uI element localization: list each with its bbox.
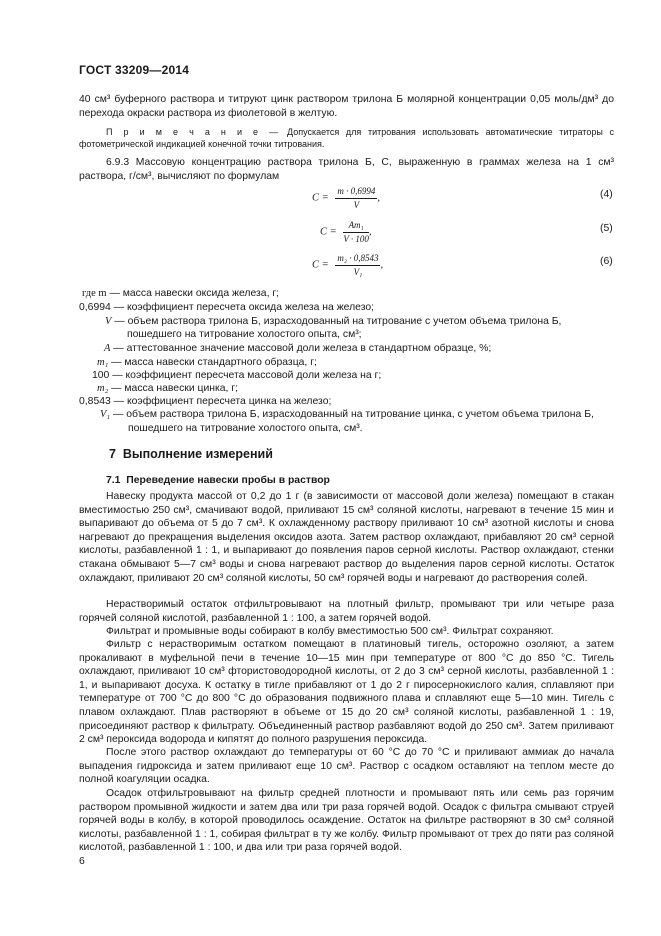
formula-6 xyxy=(312,252,383,278)
definition-text: — масса навески оксида железа, г; xyxy=(106,288,280,299)
formula-fraction xyxy=(335,185,377,211)
definition-v-cont xyxy=(127,328,362,342)
formula-denominator: V · 100 xyxy=(343,234,369,244)
definition-text: — коэффициент пересчета оксида железа на железо; xyxy=(110,302,375,313)
formula-numerator: Am₁ xyxy=(343,219,369,233)
formula-fraction xyxy=(335,252,380,278)
formula-4 xyxy=(312,185,380,211)
formula-6-number: (6) xyxy=(600,256,613,267)
definition-08543 xyxy=(79,395,331,409)
formula-tail: , xyxy=(377,192,380,204)
page-number: 6 xyxy=(79,856,85,867)
definition-text: — масса навески стандартного образца, г; xyxy=(108,357,317,368)
definition-text: пошедшего на титрование холостого опыта, см³; xyxy=(127,329,362,340)
definition-m2 xyxy=(97,382,238,396)
section-7-1-heading xyxy=(106,474,330,488)
definition-symbol: V xyxy=(105,316,112,327)
section-7-heading xyxy=(109,448,273,462)
definition-text: — коэффициент пересчета массовой доли железа на г; xyxy=(109,370,382,381)
definition-v xyxy=(105,315,561,329)
formula-5-number: (5) xyxy=(600,223,613,234)
definition-text: — объем раствора трилона Б, израсходованный на титрование цинка, с учетом объема трилона Б, xyxy=(110,409,594,420)
paragraph: Осадок отфильтровывают на фильтр средней плотности и промывают пять или семь раз горячим раствором промывной жидкости и затем два или три раза горячей водой. Осадок с фильтра смывают струей горячей воды в колбу, в которой проводилось осаждение. Остаток на фильтре растворяют в 30 см³ соляной кислоты, разбавленной 1 : 1, собирая фильтрат в ту же колбу. Фильтр промывают от трех до пяти раз соляной кислотой, разбавленной 1 : 100, и два или три раза горячей водой. xyxy=(79,788,614,854)
formula-fraction xyxy=(343,219,369,245)
note-text: Допускается для титрования использовать автоматические титраторы с фотометрической индикацией конечной точки титрования. xyxy=(79,127,614,149)
note-label: П р и м е ч а н и е — xyxy=(106,127,281,137)
formula-denominator: V₁ xyxy=(353,267,363,277)
formula-numerator: m₂ · 0,8543 xyxy=(335,252,380,266)
definition-symbol: 100 xyxy=(92,370,110,381)
definition-symbol: m₁ xyxy=(97,357,109,368)
formula-denominator: V xyxy=(353,200,360,210)
formula-tail: , xyxy=(368,226,372,238)
definition-symbol: 0,8543 xyxy=(79,396,111,407)
formula-lhs: C = xyxy=(320,226,337,238)
definition-symbol: 0,6994 xyxy=(79,302,111,313)
document-header: ГОСТ 33209—2014 xyxy=(79,63,190,77)
formula-4-number: (4) xyxy=(600,189,613,200)
definition-a xyxy=(104,342,491,356)
formula-numerator: m · 0,6994 xyxy=(335,185,377,199)
section-6-9-3: 6.9.3 Массовую концентрацию раствора трилона Б, C, выраженную в граммах железа на 1 см³ раствора, г/см³, вычисляют по формулам xyxy=(79,157,614,182)
definition-100 xyxy=(92,369,381,383)
formula-5 xyxy=(320,219,372,245)
paragraph: Навеску продукта массой от 0,2 до 1 г (в зависимости от массовой доли железа) помещают в стакан вместимостью 250 см³, смачивают водой, приливают 15 см³ соляной кислоты, нагревают в течение 15 мин и выпаривают до объема от 5 до 7 см³. К охлажденному раствору приливают 10 см³ азотной кислоты и снова нагревают до прекращения выделения оксидов азота. Затем раствор охлаждают, прибавляют 20 см³ серной кислоты, разбавленной 1 : 1, и выпаривают до появления паров серной кислоты. Раствор охлаждают, стенки стакана обмывают 5—7 см³ воды и снова нагревают раствор до выделения паров серной кислоты. Остаток охлаждают, приливают 20 см³ соляной кислоты, 50 см³ горячей воды и нагревают до растворения солей. xyxy=(79,491,614,584)
paragraph: Нерастворимый остаток отфильтровывают на плотный фильтр, промывают три или четыре раза горячей соляной кислотой, разбавленной 1 : 100, а затем горячей водой. xyxy=(79,599,614,624)
definition-text: — масса навески цинка, г; xyxy=(108,383,239,394)
formula-lhs: C = xyxy=(312,192,329,204)
intro-paragraph: 40 см³ буферного раствора и титруют цинк раствором трилона Б молярной концентрации 0,05 моль/дм³ до перехода окраски раствора из фиолетовой в желтую. xyxy=(79,94,614,119)
formula-tail: , xyxy=(380,259,384,271)
definition-m xyxy=(82,287,279,301)
definition-symbol: V₁ xyxy=(100,409,111,420)
paragraph: Фильтрат и промывные воды собирают в колбу вместимостью 500 см³. Фильтрат сохраняют. xyxy=(106,626,554,637)
section-title: Выполнение измерений xyxy=(122,447,273,461)
definition-symbol: m₂ xyxy=(97,383,109,394)
definition-06994 xyxy=(79,301,374,315)
paragraph: Фильтр с нерастворимым остатком помещают в платиновый тигель, осторожно озоляют, а затем прокаливают в муфельной печи в течение 10—15 мин при температуре от 800 °C до 850 °C. Тигель охлаждают, приливают 10 см³ фтористоводородной кислоты, от 2 до 3 см³ серной кислоты, разбавленной 1 : 1, и выпаривают досуха. К остатку в тигле прибавляют от 1 до 2 г пиросернокислого калия, сплавляют при температуре от 700 °C до 800 °C до образования подвижного плава и сплавляют еще 5—10 мин. Тигель с плавом охлаждают. Плав растворяют в объеме от 15 до 20 см³ соляной кислоты, разбавленной 1 : 19, присоединяют раствор к фильтрату. Объединенный раствор разбавляют водой до 250 см³. Затем приливают 2 см³ пероксида водорода и кипятят до полного разрушения пероксида. xyxy=(79,639,614,746)
definition-symbol: A xyxy=(104,343,111,354)
definition-v1 xyxy=(100,408,594,422)
definition-text: — коэффициент пересчета цинка на железо; xyxy=(110,396,332,407)
section-title: Переведение навески пробы в раствор xyxy=(126,475,330,486)
note xyxy=(79,126,614,150)
definition-text: — аттестованное значение массовой доли железа в стандартном образце, %; xyxy=(110,343,492,354)
definition-symbol: где m xyxy=(82,288,107,299)
definition-text: — объем раствора трилона Б, израсходованный на титрование с учетом объема трилона Б, xyxy=(111,316,562,327)
definition-v1-cont xyxy=(128,422,363,436)
definition-m1 xyxy=(97,356,317,370)
section-number: 7 xyxy=(109,447,116,461)
formula-lhs: C = xyxy=(312,259,329,271)
definition-text: пошедшего на титрование холостого опыта, см³. xyxy=(128,423,363,434)
paragraph: После этого раствор охлаждают до температуры от 60 °C до 70 °C и приливают аммиак до начала выпадения гидроксида и затем приливают еще 10 см³. Раствор с осадком оставляют на теплом месте до полной коагуляции осадка. xyxy=(79,747,614,786)
section-number: 7.1 xyxy=(106,475,121,486)
